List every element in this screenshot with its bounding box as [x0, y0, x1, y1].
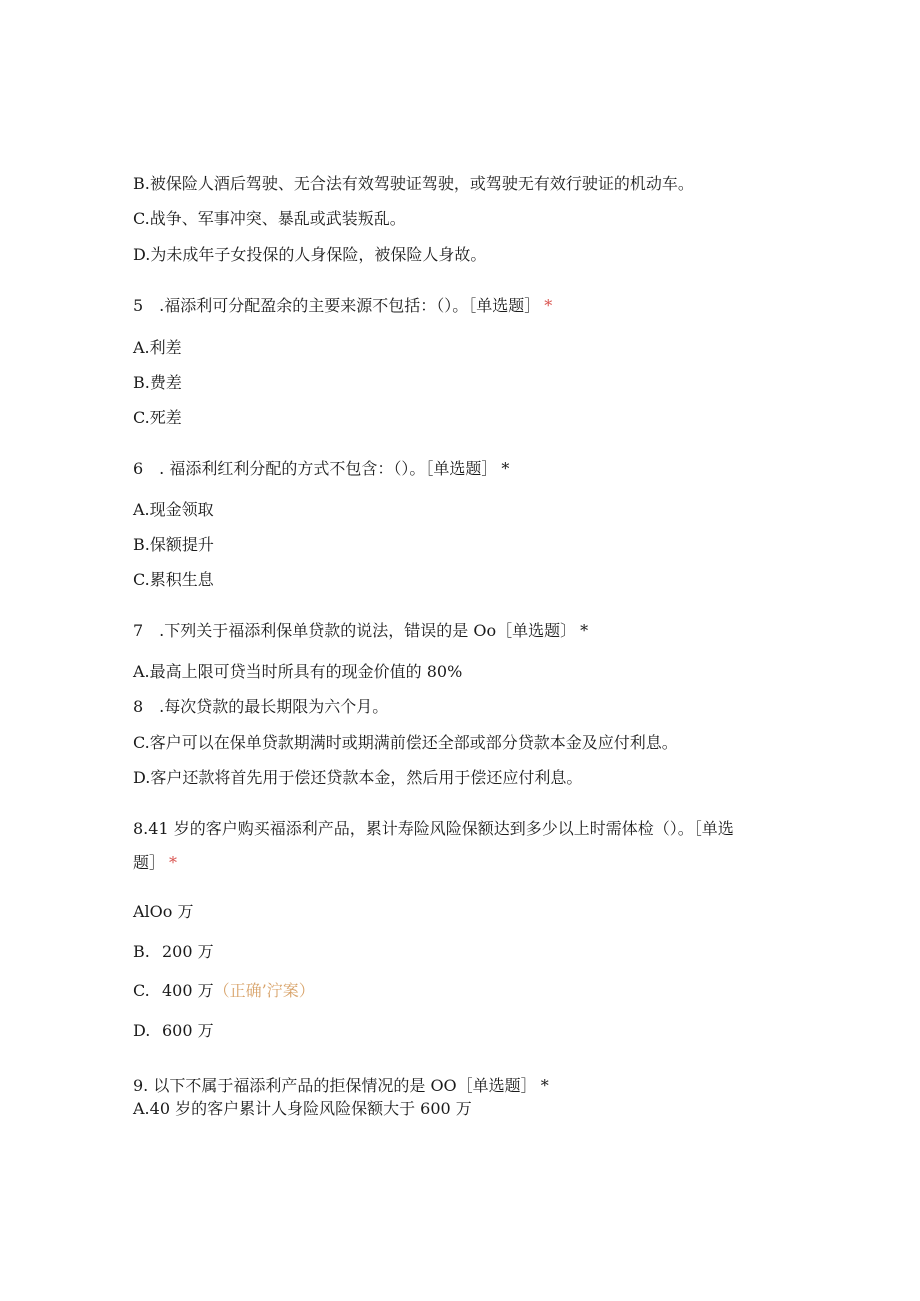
- option-value: 600 万: [162, 1021, 214, 1040]
- q5-question: [133, 296, 552, 316]
- required-star: *: [540, 1076, 549, 1095]
- q6-option-a: A.现金领取: [133, 500, 214, 519]
- q5-question-text: 5 .福添利可分配盈余的主要来源不包括：（）。［单选题］: [133, 296, 541, 315]
- q4-option-c: C.战争、军事冲突、暴乱或武装叛乱。: [133, 209, 406, 228]
- q7-question: [133, 621, 588, 641]
- q7-option-c: C.客户可以在保单贷款期满时或期满前偿还全部或部分贷款本金及应付利息。: [133, 733, 678, 752]
- q6-option-c: C.累积生息: [133, 570, 214, 589]
- option-letter: B.: [133, 942, 150, 961]
- option-value: 400 万: [162, 981, 214, 1000]
- required-star: *: [580, 621, 589, 640]
- q5-option-a: A.利差: [133, 338, 182, 357]
- q8-option-d: [133, 1021, 214, 1041]
- q6-question: [133, 459, 509, 479]
- q9-question-text: 9. 以下不属于福添利产品的拒保情况的是 OO［单选题］: [133, 1076, 537, 1095]
- q9-question: [133, 1076, 549, 1096]
- q8-question-line1: 8.41 岁的客户购买福添利产品，累计寿险风险保额达到多少以上时需体检（）。［单选: [133, 819, 734, 838]
- option-letter: D.: [133, 1021, 151, 1040]
- q7-option-b: 8 .每次贷款的最长期限为六个月。: [133, 697, 389, 716]
- correct-answer-hint: （正确’泞案）: [213, 981, 315, 1000]
- q9-option-a: A.40 岁的客户累计人身险风险保额大于 600 万: [133, 1099, 472, 1118]
- required-star: *: [544, 296, 553, 315]
- q5-option-c: C.死差: [133, 408, 182, 427]
- q6-option-b: B.保额提升: [133, 535, 214, 554]
- q8-option-b: [133, 942, 214, 962]
- q4-option-b: B.被保险人酒后驾驶、无合法有效驾驶证驾驶，或驾驶无有效行驶证的机动车。: [133, 174, 694, 193]
- option-letter: C.: [133, 981, 150, 1000]
- q7-option-a: A.最高上限可贷当时所具有的现金价值的 80%: [133, 662, 463, 681]
- q4-option-d: D.为未成年子女投保的人身保险，被保险人身故。: [133, 245, 487, 264]
- q6-question-text: 6 . 福添利红利分配的方式不包含：（）。［单选题］: [133, 459, 498, 478]
- required-star: *: [169, 853, 178, 872]
- q8-question-text-line2: 题］: [133, 853, 166, 872]
- q7-option-d: D.客户还款将首先用于偿还贷款本金，然后用于偿还应付利息。: [133, 768, 583, 787]
- q7-question-text: 7 .下列关于福添利保单贷款的说法，错误的是 Oo［单选题〕: [133, 621, 577, 640]
- q8-question-line2: [133, 853, 177, 873]
- q8-option-a: AlOo 万: [133, 902, 194, 921]
- required-star: *: [501, 459, 510, 478]
- q8-option-c: [133, 981, 315, 1001]
- option-value: 200 万: [162, 942, 214, 961]
- q5-option-b: B.费差: [133, 373, 182, 392]
